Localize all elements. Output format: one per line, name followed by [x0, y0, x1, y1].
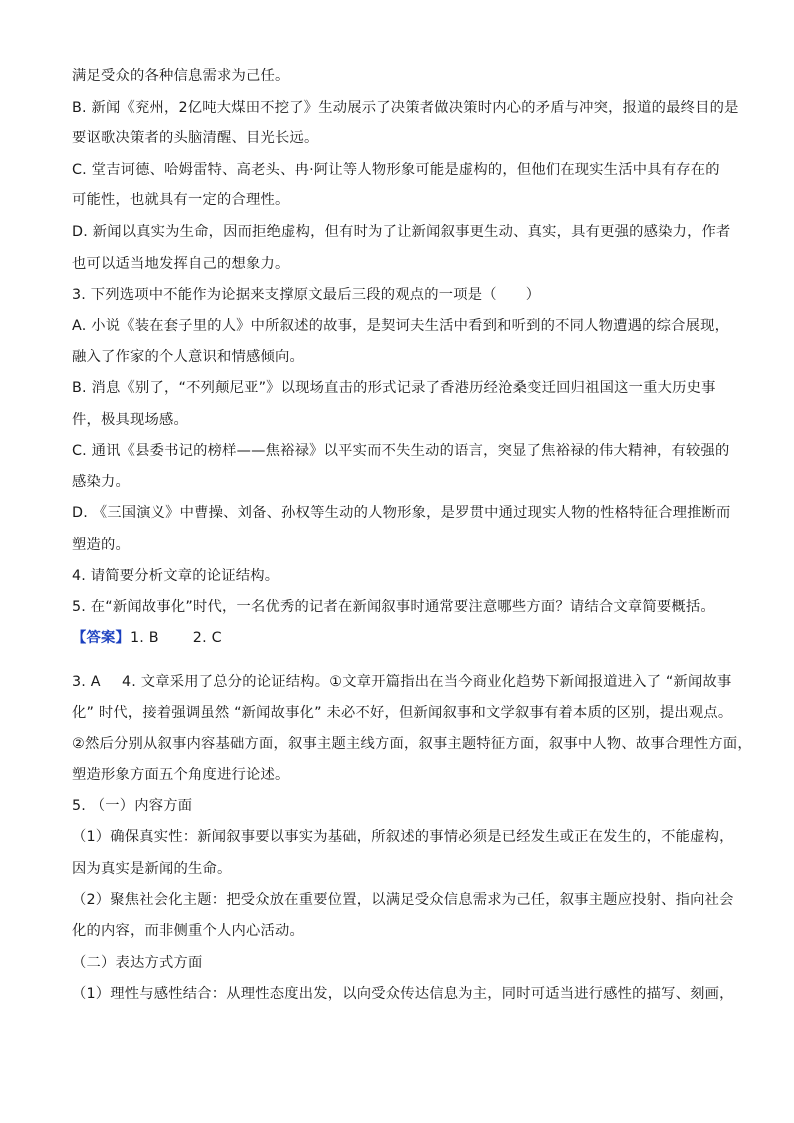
q3-option-d-line2: 塑造的。 [72, 537, 130, 553]
q2-option-c-line2: 可能性，也就具有一定的合理性。 [72, 192, 290, 208]
q2-option-c-line1: C. 堂吉诃德、哈姆雷特、高老头、冉·阿让等人物形象可能是虚构的，但他们在现实生活中具有存在的 [72, 162, 720, 178]
answer-5-subheading: （二）表达方式方面 [72, 955, 203, 971]
answer-5-point-3-line1: （1）理性与感性结合：从理性态度出发，以向受众传达信息为主，同时可适当进行感性的描写、刻画， [72, 986, 734, 1002]
q4-stem: 4. 请简要分析文章的论证结构。 [72, 568, 280, 584]
q2-option-d-line1: D. 新闻以真实为生命，因而拒绝虚构，但有时为了让新闻叙事更生动、真实，具有更强的感染力，作者 [72, 224, 731, 240]
answer-5-point-2-line1: （2）聚焦社会化主题：把受众放在重要位置，以满足受众信息需求为己任，叙事主题应投射、指向社会 [72, 892, 734, 908]
q3-option-d-line1: D. 《三国演义》中曹操、刘备、孙权等生动的人物形象，是罗贯中通过现实人物的性格特征合理推断而 [72, 505, 731, 521]
answer-2: 2. C [192, 630, 222, 646]
answer-1: 1. B [130, 630, 159, 646]
q3-stem: 3. 下列选项中不能作为论据来支撑原文最后三段的观点的一项是（ ） [72, 287, 541, 303]
q5-stem: 5. 在“新闻故事化”时代，一名优秀的记者在新闻叙事时通常要注意哪些方面？请结合文章简要概括。 [72, 599, 715, 615]
answer-4-line3: ②然后分别从叙事内容基础方面，叙事主题主线方面，叙事主题特征方面，叙事中人物、故事合理性方面， [72, 736, 752, 752]
answer-5-point-1-line2: 因为真实是新闻的生命。 [72, 861, 232, 877]
q2-option-b-line2: 要讴歌决策者的头脑清醒、目光长远。 [72, 130, 319, 146]
answer-4-line1: 4. 文章采用了总分的论证结构。①文章开篇指出在当今商业化趋势下新闻报道进入了 “新闻故事 [122, 674, 732, 690]
answer-5-heading: 5. （一）内容方面 [72, 798, 193, 814]
q2-option-b-line1: B. 新闻《兖州，2亿吨大煤田不挖了》生动展示了决策者做决策时内心的矛盾与冲突，报道的最终目的是 [72, 100, 739, 116]
answer-row-1 [72, 628, 222, 648]
answer-label: 【答案】 [72, 630, 130, 646]
answer-3: 3. A [72, 674, 101, 690]
q3-option-b-line2: 件，极具现场感。 [72, 412, 188, 428]
q3-option-c-line1: C. 通讯《县委书记的榜样——焦裕禄》以平实而不失生动的语言，突显了焦裕禄的伟大精神，有较强的 [72, 443, 730, 459]
option-c-continuation: 满足受众的各种信息需求为己任。 [72, 68, 290, 84]
answer-5-point-1-line1: （1）确保真实性：新闻叙事要以事实为基础，所叙述的事情必须是已经发生或正在发生的，不能虚构， [72, 829, 734, 845]
q3-option-c-line2: 感染力。 [72, 474, 130, 490]
answer-4-line2: 化” 时代，接着强调虽然 “新闻故事化” 未必不好，但新闻叙事和文学叙事有着本质的区别，提出观点。 [72, 705, 733, 721]
q3-option-a-line1: A. 小说《装在套子里的人》中所叙述的故事，是契诃夫生活中看到和听到的不同人物遭遇的综合展现， [72, 318, 730, 334]
q2-option-d-line2: 也可以适当地发挥自己的想象力。 [72, 256, 290, 272]
q3-option-a-line2: 融入了作家的个人意识和情感倾向。 [72, 349, 304, 365]
q3-option-b-line1: B. 消息《别了，“不列颠尼亚”》以现场直击的形式记录了香港历经沧桑变迁回归祖国这一重大历史事 [72, 380, 716, 396]
answer-4-line4: 塑造形象方面五个角度进行论述。 [72, 767, 290, 783]
answer-5-point-2-line2: 化的内容，而非侧重个人内心活动。 [72, 923, 304, 939]
